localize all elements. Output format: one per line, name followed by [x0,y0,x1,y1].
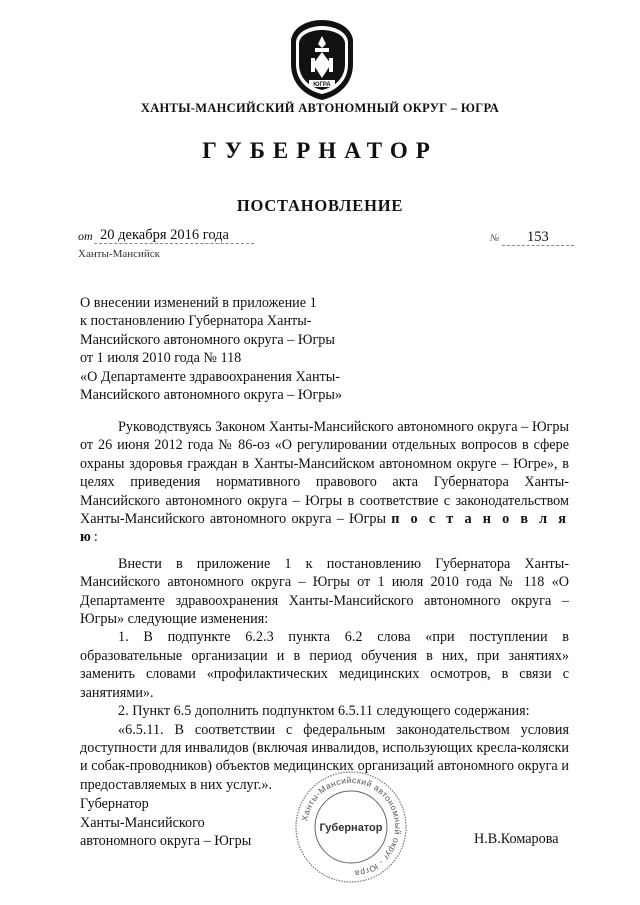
coat-of-arms-emblem [287,18,357,102]
stamp-ring-text: Ханты-Мансийский автономный округ - Югра [299,774,404,879]
document-subject [80,294,400,404]
document-type: ПОСТАНОВЛЕНИЕ [236,196,404,215]
document-date: 20 декабря 2016 года [100,227,229,243]
signatory-line: Ханты-Мансийского [80,814,205,831]
emblem-label: ЮГРА [313,82,331,88]
subject-line: Мансийского автономного округа – Югры [80,331,335,348]
amendment-2-paragraph: 2. Пункт 6.5 дополнить подпунктом 6.5.11 следующего содержания: [118,703,530,720]
signatory-line: автономного округа – Югры [80,833,252,850]
signatory-block [80,795,251,851]
amendment-1-paragraph: 1. В подпункте 6.2.3 пункта 6.2 слова «при поступлении в образовательные организации и в период обучения в них, при занятиях» заменить словами «профилактических медицинских осмотров, в связи с занятиями». [80,629,569,701]
preamble-end: : [93,529,98,546]
authority-title: ГУБЕРНАТОР [202,138,438,163]
date-prefix: от [78,229,93,243]
stamp-center-text: Губернатор [319,822,383,834]
preamble-text: Руководствуясь Законом Ханты-Мансийского автономного округа – Югры от 26 июня 2012 года № 86-оз «О регулировании отдельных вопросов в сфере охраны здоровья граждан в Ханты-Мансийском автономном округе – Югре», в целях приведения нормативного правового акта Губернатора Ханты-Мансийского автономного округа – Югры в соответствие с законодательством Ханты-Мансийского автономного округа – Югры [80,419,569,528]
subject-line: О внесении изменений в приложение 1 [80,295,317,311]
date-underline [94,243,254,244]
subject-line: Мансийского автономного округа – Югры» [80,387,343,404]
document-city: Ханты-Мансийск [78,248,161,260]
signatory-line: Губернатор [80,796,149,812]
number-sign: № [490,233,500,244]
official-stamp [292,768,410,886]
region-name: ХАНТЫ-МАНСИЙСКИЙ АВТОНОМНЫЙ ОКРУГ – ЮГРА [140,101,500,115]
signatory-name: Н.В.Комарова [474,831,559,847]
document-number: 153 [527,229,549,245]
resolve-word: п о с т а н о в л я ю [80,511,569,546]
preamble-paragraph [80,418,569,547]
subject-line: «О Департаменте здравоохранения Ханты- [80,368,341,385]
number-underline [502,245,574,246]
subject-line: от 1 июля 2010 года № 118 [80,350,242,367]
new-subclause-paragraph: «6.5.11. В соответствии с федеральным законодательством условия доступности для инвалидов (включая инвалидов, использующих кресла-коляски и собак-проводников) объектов медицинских организаций автономного округа и предоставляемых в них услуг.». [80,721,569,793]
subject-line: к постановлению Губернатора Ханты- [80,313,312,330]
amend-intro-paragraph: Внести в приложение 1 к постановлению Губернатора Ханты-Мансийского автономного округа – Югры от 1 июля 2010 года № 118 «О Департаменте здравоохранения Ханты-Мансийского автономного округа – Югры» следующие изменения: [80,555,569,628]
document-body [80,418,569,794]
